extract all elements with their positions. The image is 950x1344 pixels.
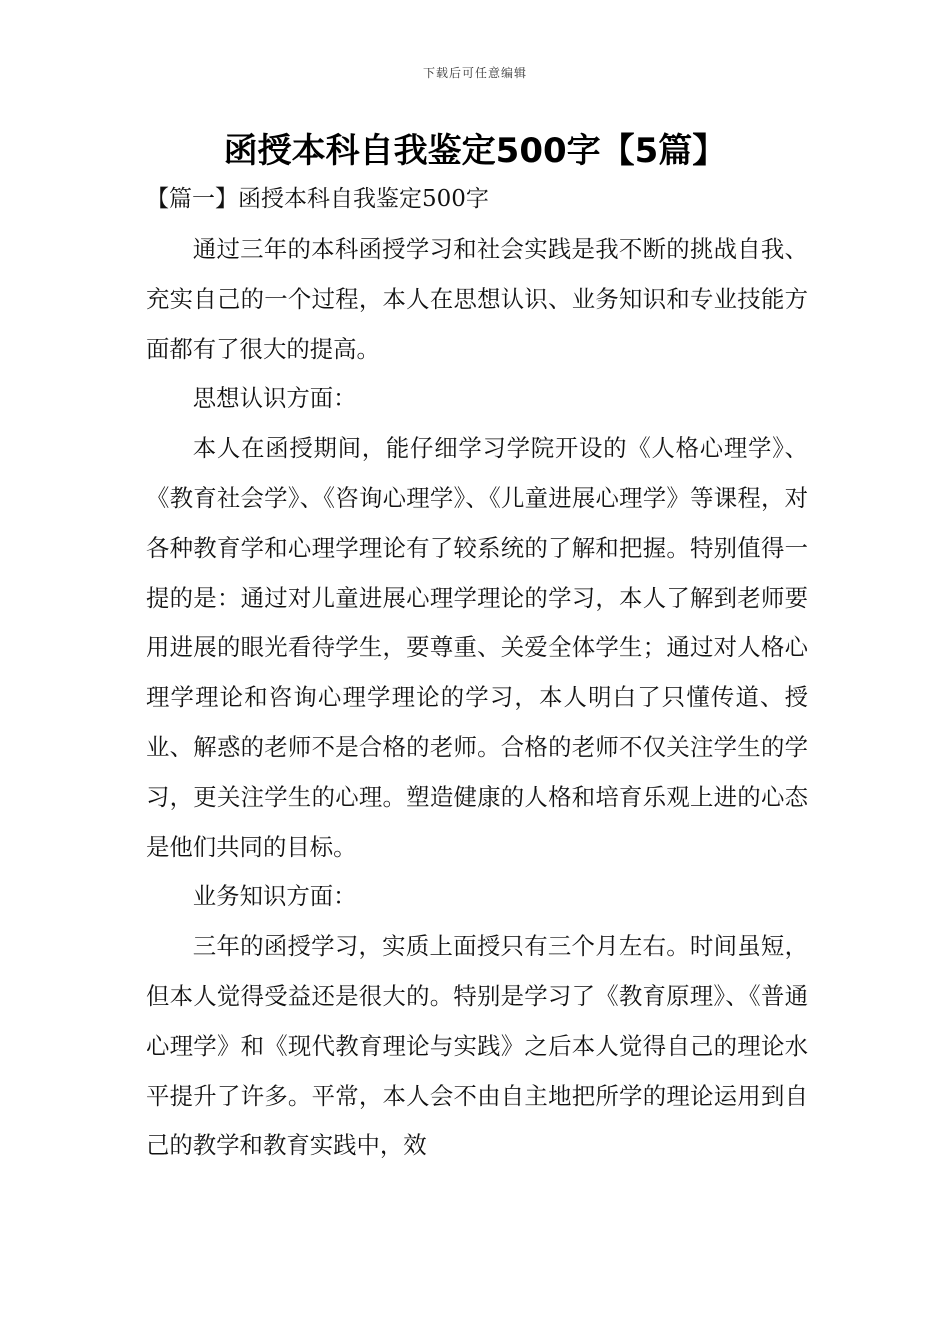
subheading-ideology: 思想认识方面： bbox=[192, 384, 357, 413]
document-title: 函授本科自我鉴定500字【5篇】 bbox=[223, 131, 727, 171]
paragraph-professional-knowledge: 三年的函授学习，实质上面授只有三个月左右。时间虽短，但本人觉得受益还是很大的。特别是学习了《教育原理》、《普通心理学》和《现代教育理论与实践》之后本人觉得自己的理论水平提升了许多。平常，本人会不由自主地把所学的理论运用到自己的教学和教育实践中，效 bbox=[146, 932, 808, 1160]
paragraph-intro: 通过三年的本科函授学习和社会实践是我不断的挑战自我、充实自己的一个过程，本人在思想认识、业务知识和专业技能方面都有了很大的提高。 bbox=[146, 235, 808, 363]
paragraph-ideology: 本人在函授期间，能仔细学习学院开设的《人格心理学》、《教育社会学》、《咨询心理学》、《儿童进展心理学》等课程，对各种教育学和心理学理论有了较系统的了解和把握。特别值得一提的是：通过对儿童进展心理学理论的学习，本人了解到老师要用进展的眼光看待学生，要尊重、关爱全体学生；通过对人格心理学理论和咨询心理学理论的学习，本人明白了只懂传道、授业、解惑的老师不是合格的老师。合格的老师不仅关注学生的学习，更关注学生的心理。塑造健康的人格和培育乐观上进的心态是他们共同的目标。 bbox=[146, 434, 808, 861]
section-heading: 【篇一】函授本科自我鉴定500字 bbox=[146, 186, 489, 212]
body-text bbox=[146, 225, 808, 1171]
header-note: 下载后可任意编辑 bbox=[422, 66, 527, 80]
subheading-professional-knowledge: 业务知识方面： bbox=[192, 882, 357, 911]
